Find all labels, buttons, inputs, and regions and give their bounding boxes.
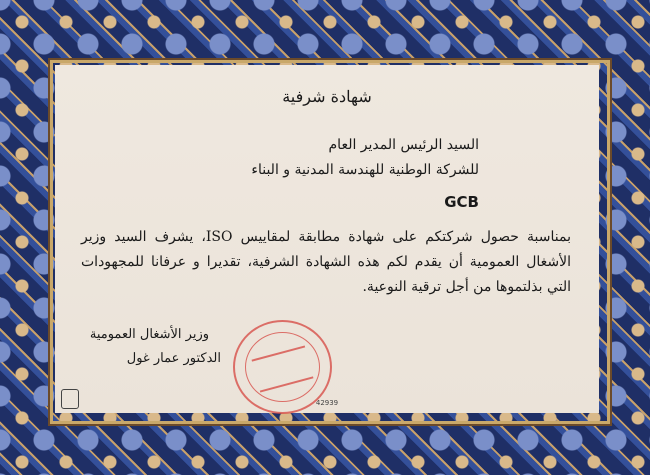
certificate-paper bbox=[55, 65, 599, 413]
signatory-title: وزير الأشغال العمومية bbox=[89, 327, 209, 342]
recipient-line-1: السيد الرئيس المدير العام bbox=[328, 137, 479, 153]
company-name: GCB bbox=[444, 193, 479, 211]
signatory-name: الدكتور عمار غول bbox=[126, 351, 221, 366]
certificate-title: شهادة شرفية bbox=[282, 87, 372, 106]
serial-number: 42939 bbox=[315, 399, 339, 407]
certificate-body: بمناسبة حصول شركتكم على شهادة مطابقة لمقاييس ISO، يشرف السيد وزير الأشغال العمومية أن يقدم لكم هذه الشهادة الشرفية، تقديرا و عرفانا للمجهودات التي بذلتموها من أجل ترقية النوعية. bbox=[81, 229, 571, 295]
printer-logo-icon bbox=[61, 389, 79, 409]
recipient-line-2: للشركة الوطنية للهندسة المدنية و البناء bbox=[251, 162, 479, 178]
